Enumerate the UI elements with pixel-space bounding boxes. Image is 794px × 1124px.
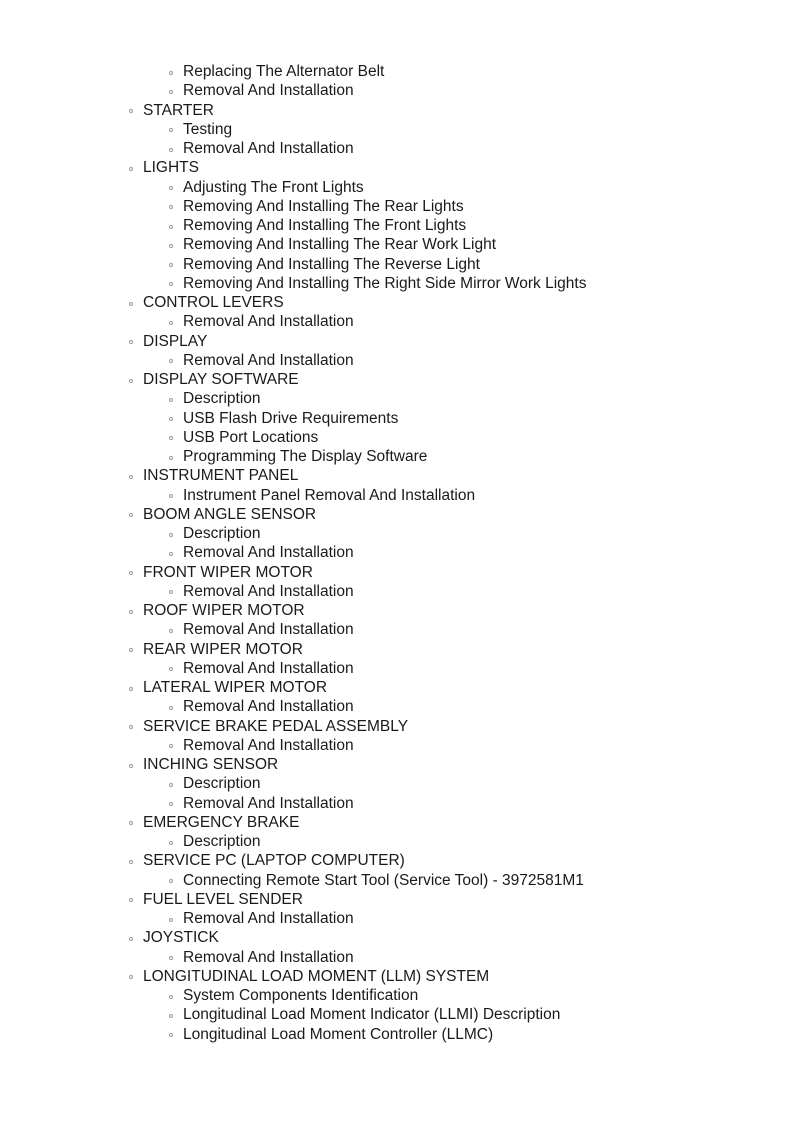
- toc-entry-label: Removal And Installation: [183, 736, 354, 754]
- toc-subsection: [0, 1005, 794, 1024]
- toc-section: [0, 466, 794, 485]
- toc-entry-label: FUEL LEVEL SENDER: [143, 890, 303, 908]
- circle-bullet-icon: [169, 995, 173, 999]
- toc-entry-label: CONTROL LEVERS: [143, 294, 284, 311]
- toc-subsection: [0, 948, 794, 967]
- toc-section: [0, 505, 794, 524]
- toc-section: [0, 678, 794, 697]
- toc-entry-label: LONGITUDINAL LOAD MOMENT (LLM) SYSTEM: [143, 967, 490, 985]
- circle-bullet-icon: [169, 879, 173, 883]
- toc-entry-label: Removal And Installation: [183, 351, 354, 369]
- circle-bullet-icon: [169, 128, 173, 132]
- toc-subsection: [0, 486, 794, 505]
- circle-bullet-icon: [129, 475, 133, 479]
- toc-entry-label: DISPLAY: [143, 332, 208, 350]
- toc-entry-label: DISPLAY SOFTWARE: [143, 371, 299, 388]
- toc-section: [0, 101, 794, 120]
- toc-subsection: [0, 909, 794, 928]
- circle-bullet-icon: [169, 667, 173, 671]
- toc-subsection: [0, 351, 794, 370]
- toc-section: [0, 755, 794, 774]
- toc-entry-label: Description: [183, 833, 261, 850]
- toc-entry-label: Removal And Installation: [183, 794, 354, 812]
- circle-bullet-icon: [169, 1033, 173, 1037]
- toc-entry-label: Removing And Installing The Rear Work Light: [183, 236, 497, 254]
- toc-entry-label: Removing And Installing The Reverse Light: [183, 255, 480, 273]
- toc-subsection: [0, 120, 794, 139]
- toc-entry-label: JOYSTICK: [143, 929, 219, 947]
- circle-bullet-icon: [129, 610, 133, 614]
- toc-entry-label: LIGHTS: [143, 159, 199, 177]
- circle-bullet-icon: [169, 456, 173, 460]
- toc-subsection: [0, 659, 794, 678]
- toc-subsection: [0, 312, 794, 331]
- toc-entry-label: Description: [183, 390, 261, 408]
- toc-entry-label: Removing And Installing The Rear Lights: [183, 197, 464, 215]
- circle-bullet-icon: [169, 783, 173, 787]
- toc-entry-label: Removal And Installation: [183, 544, 354, 562]
- circle-bullet-icon: [169, 282, 173, 286]
- circle-bullet-icon: [169, 186, 173, 190]
- toc-subsection: [0, 794, 794, 813]
- toc-subsection: [0, 389, 794, 408]
- toc-entry-label: Removal And Installation: [183, 140, 354, 157]
- circle-bullet-icon: [169, 841, 173, 845]
- toc-entry-label: Longitudinal Load Moment Indicator (LLMI) Description: [183, 1006, 561, 1024]
- toc-entry-label: Removal And Installation: [183, 659, 354, 677]
- toc-subsection: [0, 832, 794, 851]
- toc-entry-label: STARTER: [143, 101, 214, 119]
- circle-bullet-icon: [169, 205, 173, 209]
- toc-subsection: [0, 736, 794, 755]
- circle-bullet-icon: [129, 687, 133, 691]
- circle-bullet-icon: [129, 513, 133, 517]
- toc-entry-label: Instrument Panel Removal And Installation: [183, 486, 476, 504]
- circle-bullet-icon: [129, 379, 133, 383]
- toc-subsection: [0, 697, 794, 716]
- toc-subsection: [0, 178, 794, 197]
- toc-entry-label: USB Port Locations: [183, 428, 319, 446]
- toc-section: [0, 563, 794, 582]
- toc-entry-label: ROOF WIPER MOTOR: [143, 602, 305, 619]
- toc-subsection: [0, 216, 794, 235]
- toc-section: [0, 640, 794, 659]
- circle-bullet-icon: [169, 225, 173, 229]
- toc-entry-label: Removal And Installation: [183, 582, 354, 600]
- circle-bullet-icon: [129, 764, 133, 768]
- toc-entry-label: System Components Identification: [183, 987, 419, 1004]
- circle-bullet-icon: [129, 571, 133, 575]
- toc-subsection: [0, 62, 794, 81]
- circle-bullet-icon: [129, 725, 133, 729]
- toc-entry-label: Description: [183, 775, 261, 793]
- circle-bullet-icon: [169, 321, 173, 325]
- circle-bullet-icon: [129, 821, 133, 825]
- toc-entry-label: SERVICE BRAKE PEDAL ASSEMBLY: [143, 717, 409, 735]
- toc-entry-label: Description: [183, 525, 261, 542]
- circle-bullet-icon: [169, 590, 173, 594]
- toc-subsection: [0, 774, 794, 793]
- toc-entry-label: Removing And Installing The Front Lights: [183, 217, 467, 234]
- table-of-contents: [0, 62, 794, 1044]
- circle-bullet-icon: [129, 937, 133, 941]
- toc-subsection: [0, 1025, 794, 1044]
- circle-bullet-icon: [169, 148, 173, 152]
- toc-entry-label: INSTRUMENT PANEL: [143, 467, 299, 485]
- toc-subsection: [0, 871, 794, 890]
- circle-bullet-icon: [129, 648, 133, 652]
- toc-subsection: [0, 255, 794, 274]
- circle-bullet-icon: [129, 167, 133, 171]
- circle-bullet-icon: [169, 398, 173, 402]
- circle-bullet-icon: [129, 302, 133, 306]
- circle-bullet-icon: [169, 436, 173, 440]
- circle-bullet-icon: [169, 552, 173, 556]
- toc-entry-label: Removal And Installation: [183, 313, 354, 331]
- toc-subsection: [0, 409, 794, 428]
- circle-bullet-icon: [169, 533, 173, 537]
- circle-bullet-icon: [129, 898, 133, 902]
- toc-entry-label: Adjusting The Front Lights: [183, 178, 364, 196]
- circle-bullet-icon: [129, 340, 133, 344]
- toc-entry-label: LATERAL WIPER MOTOR: [143, 679, 328, 696]
- toc-subsection: [0, 428, 794, 447]
- toc-subsection: [0, 582, 794, 601]
- toc-section: [0, 890, 794, 909]
- toc-entry-label: Removal And Installation: [183, 910, 354, 927]
- toc-section: [0, 967, 794, 986]
- toc-subsection: [0, 543, 794, 562]
- circle-bullet-icon: [169, 918, 173, 922]
- circle-bullet-icon: [169, 494, 173, 498]
- toc-subsection: [0, 620, 794, 639]
- toc-entry-label: Replacing The Alternator Belt: [183, 63, 385, 80]
- toc-entry-label: USB Flash Drive Requirements: [183, 409, 399, 427]
- toc-subsection: [0, 235, 794, 254]
- toc-subsection: [0, 197, 794, 216]
- toc-entry-label: FRONT WIPER MOTOR: [143, 563, 313, 581]
- circle-bullet-icon: [129, 860, 133, 864]
- toc-section: [0, 158, 794, 177]
- toc-section: [0, 601, 794, 620]
- toc-section: [0, 717, 794, 736]
- toc-subsection: [0, 986, 794, 1005]
- toc-entry-label: Removal And Installation: [183, 621, 354, 639]
- toc-entry-label: Connecting Remote Start Tool (Service Tool) - 3972581M1: [183, 871, 584, 889]
- circle-bullet-icon: [169, 359, 173, 363]
- toc-subsection: [0, 139, 794, 158]
- toc-entry-label: SERVICE PC (LAPTOP COMPUTER): [143, 852, 405, 870]
- toc-section: [0, 370, 794, 389]
- toc-entry-label: Removal And Installation: [183, 82, 354, 100]
- circle-bullet-icon: [169, 802, 173, 806]
- circle-bullet-icon: [169, 629, 173, 633]
- toc-subsection: [0, 274, 794, 293]
- circle-bullet-icon: [129, 109, 133, 113]
- toc-entry-label: Programming The Display Software: [183, 448, 428, 465]
- toc-section: [0, 293, 794, 312]
- circle-bullet-icon: [169, 71, 173, 75]
- toc-subsection: [0, 524, 794, 543]
- toc-entry-label: Removal And Installation: [183, 948, 354, 966]
- toc-entry-label: Removing And Installing The Right Side Mirror Work Lights: [183, 274, 587, 292]
- toc-subsection: [0, 447, 794, 466]
- circle-bullet-icon: [169, 417, 173, 421]
- toc-entry-label: EMERGENCY BRAKE: [143, 813, 300, 831]
- circle-bullet-icon: [169, 744, 173, 748]
- circle-bullet-icon: [169, 90, 173, 94]
- toc-entry-label: Testing: [183, 120, 233, 138]
- toc-section: [0, 332, 794, 351]
- toc-subsection: [0, 81, 794, 100]
- toc-section: [0, 928, 794, 947]
- toc-entry-label: REAR WIPER MOTOR: [143, 640, 303, 658]
- toc-entry-label: INCHING SENSOR: [143, 756, 279, 773]
- circle-bullet-icon: [169, 706, 173, 710]
- toc-entry-label: Longitudinal Load Moment Controller (LLMC): [183, 1025, 494, 1043]
- toc-entry-label: BOOM ANGLE SENSOR: [143, 505, 317, 523]
- toc-entry-label: Removal And Installation: [183, 698, 354, 716]
- circle-bullet-icon: [169, 1014, 173, 1018]
- toc-section: [0, 851, 794, 870]
- circle-bullet-icon: [169, 244, 173, 248]
- circle-bullet-icon: [169, 263, 173, 267]
- toc-section: [0, 813, 794, 832]
- circle-bullet-icon: [169, 956, 173, 960]
- circle-bullet-icon: [129, 975, 133, 979]
